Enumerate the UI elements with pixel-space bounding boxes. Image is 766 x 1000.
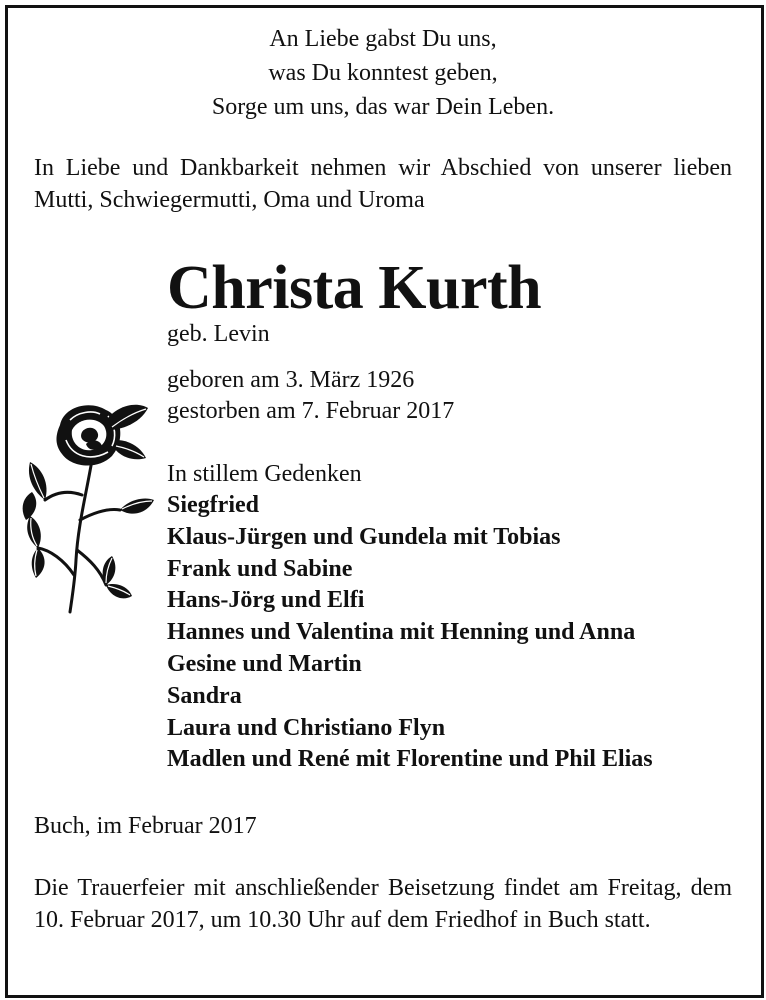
death-date: gestorben am 7. Februar 2017 [167, 398, 455, 424]
place-and-date: Buch, im Februar 2017 [34, 813, 257, 839]
intro-text: In Liebe und Dankbarkeit nehmen wir Abschied von unserer lieben Mutti, Schwiegermutti, Oma und Uroma [34, 155, 732, 213]
rose-icon [20, 400, 160, 615]
verse-line: An Liebe gabst Du uns, [269, 26, 497, 52]
list-item: Hannes und Valentina mit Henning und Anna [167, 619, 636, 646]
memorial-verse [0, 22, 766, 124]
deceased-name: Christa Kurth [167, 254, 542, 322]
birth-date: geboren am 3. März 1926 [167, 367, 415, 393]
maiden-name: geb. Levin [167, 321, 270, 347]
list-item: Frank und Sabine [167, 555, 353, 582]
verse-line: Sorge um uns, das war Dein Leben. [211, 94, 555, 120]
list-item: Laura und Christiano Flyn [167, 714, 446, 741]
list-item: Hans-Jörg und Elfi [167, 587, 365, 614]
mourners-list [167, 490, 653, 776]
list-item: Sandra [167, 682, 242, 709]
list-item: Siegfried [167, 492, 259, 518]
list-item: Klaus-Jürgen und Gundela mit Tobias [167, 523, 561, 550]
list-item: Gesine und Martin [167, 650, 362, 677]
list-item: Madlen und René mit Florentine und Phil Elias [167, 746, 653, 773]
verse-line: was Du konntest geben, [268, 60, 498, 86]
mourners-heading: In stillem Gedenken [167, 461, 362, 487]
life-dates [167, 365, 454, 427]
service-notice: Die Trauerfeier mit anschließender Beisetzung findet am Freitag, dem 10. Februar 2017, um 10.30 Uhr auf dem Friedhof in Buch statt. [34, 875, 732, 933]
